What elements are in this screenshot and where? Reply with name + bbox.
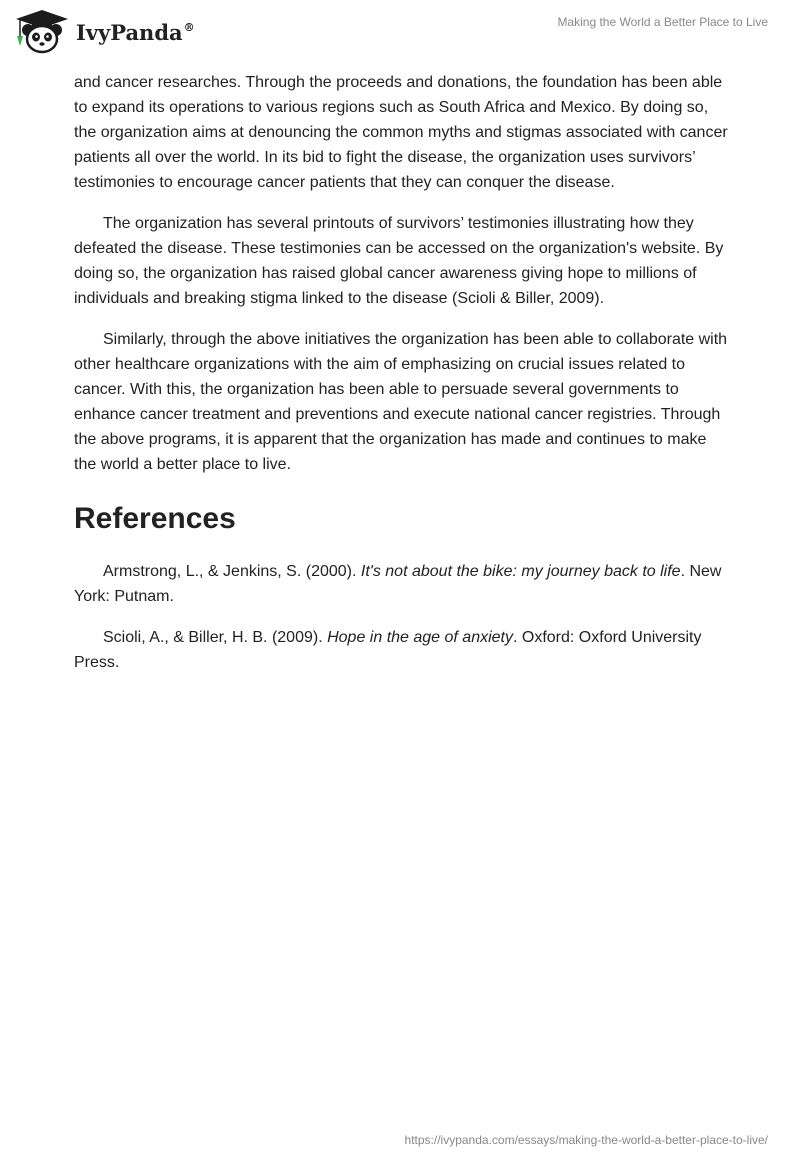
reference-item: Armstrong, L., & Jenkins, S. (2000). It's not about the bike: my journey back to life. New York: Putnam. (74, 563, 722, 605)
brand-name: IvyPanda® (76, 19, 195, 45)
ivypanda-logo[interactable] (14, 8, 195, 54)
reference-item: Scioli, A., & Biller, H. B. (2009). Hope in the age of anxiety. Oxford: Oxford University Press. (74, 629, 702, 671)
body-paragraph: and cancer researches. Through the proceeds and donations, the foundation has been able to expand its operations to various regions such as South Africa and Mexico. By doing so, the organization aims at denouncing the common myths and stigmas associated with cancer patients all over the world. In its bid to fight the disease, the organization uses survivors’ testimonies to encourage cancer patients that they can conquer the disease. (74, 74, 728, 191)
panda-graduate-icon (14, 8, 70, 54)
page-header (0, 0, 800, 66)
running-title: Making the World a Better Place to Live (557, 15, 768, 29)
document-body (74, 70, 730, 691)
body-paragraph: The organization has several printouts of survivors’ testimonies illustrating how they defeated the disease. These testimonies can be accessed on the organization's website. By doing so, the organization has raised global cancer awareness giving hope to millions of individuals and breaking stigma linked to the disease (Scioli & Biller, 2009). (74, 215, 724, 307)
references-heading: References (74, 502, 236, 535)
footer-url[interactable]: https://ivypanda.com/essays/making-the-world-a-better-place-to-live/ (404, 1133, 768, 1147)
body-paragraph: Similarly, through the above initiatives the organization has been able to collaborate with other healthcare organizations with the aim of emphasizing on crucial issues related to cancer. With this, the organization has been able to persuade several governments to enhance cancer treatment and preventions and execute national cancer registries. Through the above programs, it is apparent that the organization has made and continues to make the world a better place to live. (74, 331, 728, 473)
